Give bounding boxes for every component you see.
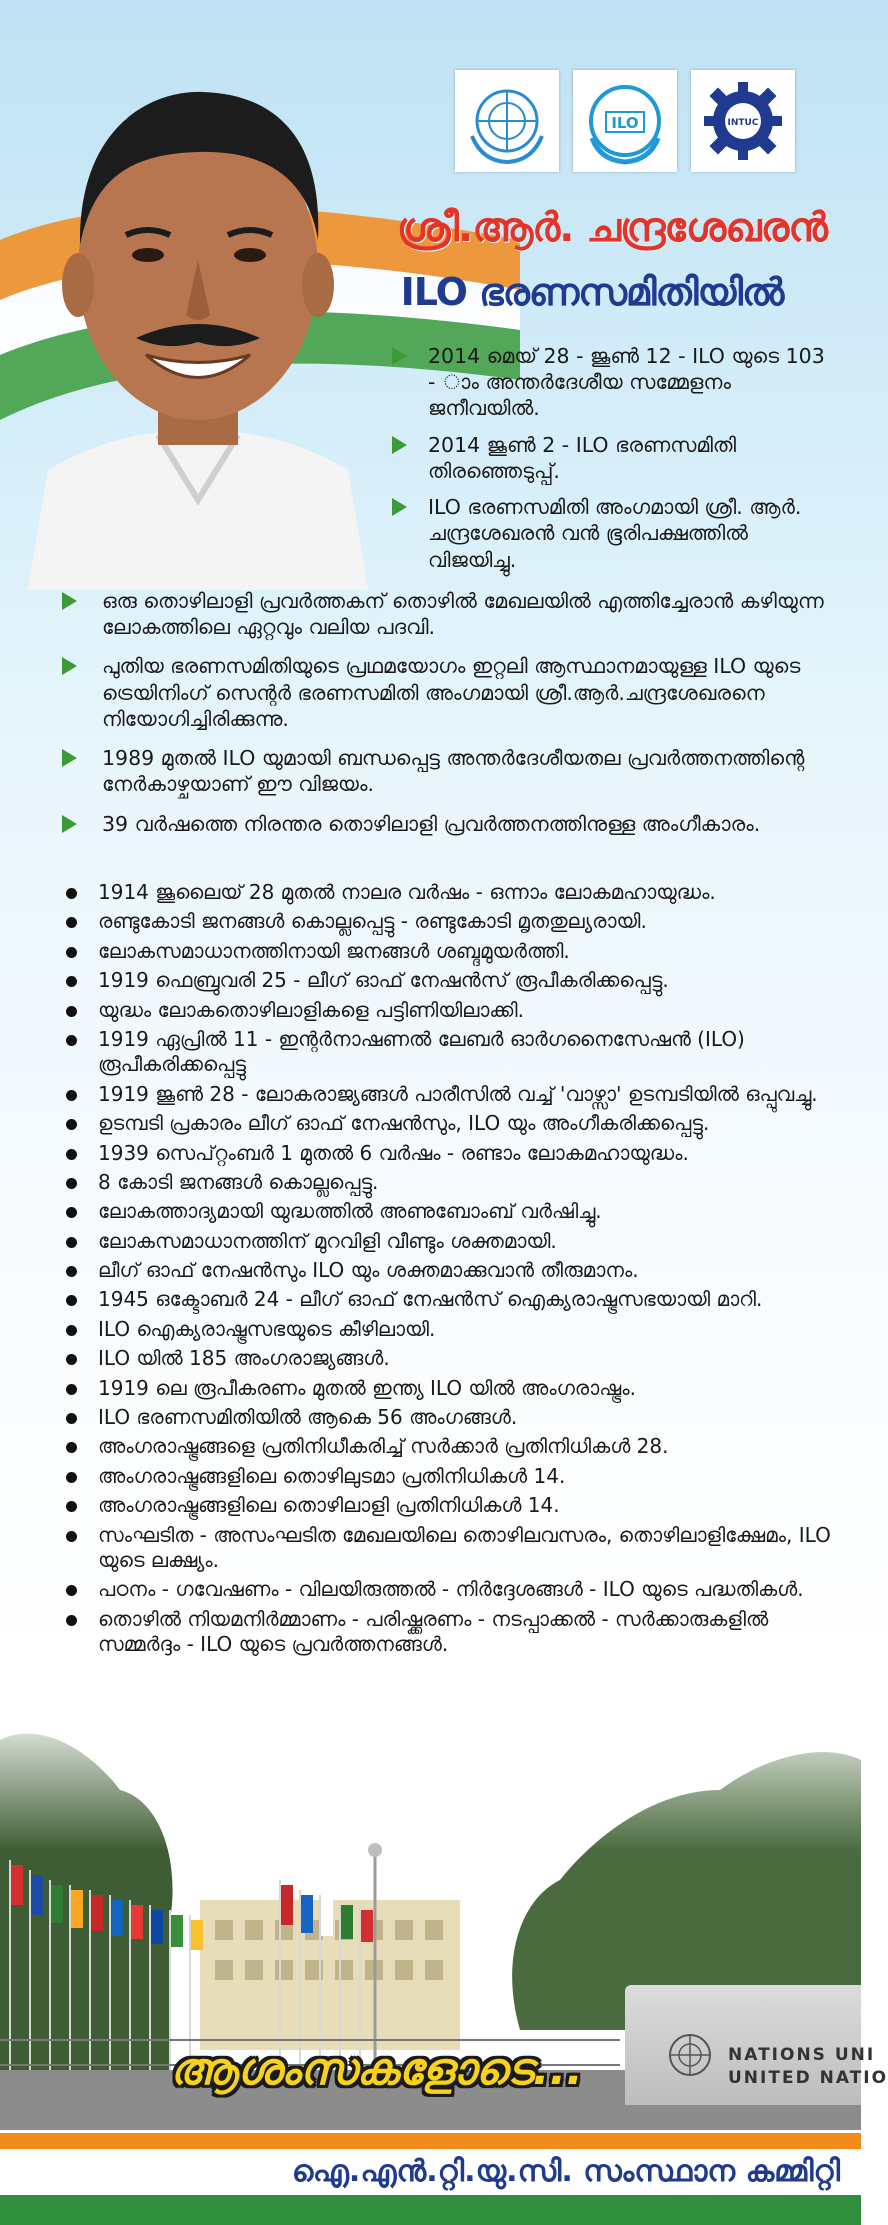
committee-name: ഐ.എൻ.റ്റി.യു.സി. സംസ്ഥാന കമ്മിറ്റി [291, 2154, 840, 2189]
dot-bullet-icon [66, 1119, 77, 1130]
triangle-bullet-icon [392, 347, 407, 365]
dot-bullet-icon [66, 1266, 77, 1277]
un-sign-french: NATIONS UNI [728, 2045, 876, 2065]
dot-bullet-icon [66, 1472, 77, 1483]
un-sign-english: UNITED NATIO [728, 2068, 888, 2088]
dot-bullet-icon [66, 1237, 77, 1248]
dot-bullet-icon [66, 1035, 77, 1046]
list-item: 1939 സെപ്റ്റംബർ 1 മുതൽ 6 വർഷം - രണ്ടാം ലോകമഹായുദ്ധം. [60, 1141, 850, 1166]
list-item: അംഗരാഷ്ട്രങ്ങളിലെ തൊഴിലാളി പ്രതിനിധികൾ 14. [60, 1493, 850, 1518]
dot-bullet-icon [66, 1149, 77, 1160]
dot-bullet-icon [66, 1384, 77, 1395]
title-ilo-board: ILO ഭരണസമിതിയിൽ [400, 270, 784, 314]
dot-bullet-icon [66, 888, 77, 899]
triangle-bullet-icon [62, 657, 77, 675]
triangle-bullet-icon [392, 436, 407, 454]
dot-bullet-icon [66, 976, 77, 987]
history-bullet-list [60, 880, 850, 1662]
ilo-logo-text: ILO [611, 114, 639, 132]
triangle-bullet-icon [392, 498, 407, 516]
list-item: 39 വർഷത്തെ നിരന്തര തൊഴിലാളി പ്രവർത്തനത്തിനുള്ള അംഗീകാരം. [62, 811, 842, 837]
list-item: രണ്ടുകോടി ജനങ്ങൾ കൊല്ലപ്പെട്ടു - രണ്ടുകോടി മൃതതുല്യരായി. [60, 909, 850, 934]
un-emblem-icon [665, 2030, 715, 2080]
list-item: 1945 ഒക്ടോബർ 24 - ലീഗ് ഓഫ് നേഷൻസ് ഐക്യരാഷ്ട്രസഭയായി മാറി. [60, 1287, 850, 1312]
dot-bullet-icon [66, 1178, 77, 1189]
list-item: പുതിയ ഭരണസമിതിയുടെ പ്രഥമയോഗം ഇറ്റലി ആസ്ഥാനമായുള്ള ILO യുടെ ട്രെയിനിംഗ് സെന്റർ ഭരണസമിതി അംഗമായി ശ്രീ.ആർ.ചന്ദ്രശേഖരനെ നിയോഗിച്ചിരിക്കുന്നു. [62, 653, 842, 732]
list-item: ലോകസമാധാനത്തിനായി ജനങ്ങൾ ശബ്ദമുയർത്തി. [60, 939, 850, 964]
dot-bullet-icon [66, 917, 77, 928]
list-item: യുദ്ധം ലോകതൊഴിലാളികളെ പട്ടിണിയിലാക്കി. [60, 998, 850, 1023]
list-item: 1919 ഏപ്രിൽ 11 - ഇന്റർനാഷണൽ ലേബർ ഓർഗനൈസേഷൻ (ILO) രൂപീകരിക്കപ്പെട്ടു [60, 1027, 850, 1078]
list-item: 1919 ഫെബ്രുവരി 25 - ലീഗ് ഓഫ് നേഷൻസ് രൂപീകരിക്കപ്പെട്ടു. [60, 968, 850, 993]
list-item: 2014 ജൂൺ 2 - ILO ഭരണസമിതി തിരഞ്ഞെടുപ്പ്. [392, 432, 832, 484]
list-item: 1919 ജൂൺ 28 - ലോകരാജ്യങ്ങൾ പാരീസിൽ വച്ച് 'വാഴ്സാ' ഉടമ്പടിയിൽ ഒപ്പുവച്ചു. [60, 1082, 850, 1107]
dot-bullet-icon [66, 1442, 77, 1453]
triangle-bullet-icon [62, 592, 77, 610]
triangle-bullet-icon [62, 815, 77, 833]
list-item: സംഘടിത - അസംഘടിത മേഖലയിലെ തൊഴിലവസരം, തൊഴിലാളിക്ഷേമം, ILO യുടെ ലക്ഷ്യം. [60, 1523, 850, 1574]
dot-bullet-icon [66, 1531, 77, 1542]
dot-bullet-icon [66, 1295, 77, 1306]
dot-bullet-icon [66, 1325, 77, 1336]
saffron-band [0, 2133, 861, 2149]
triangle-bullet-icon [62, 749, 77, 767]
intuc-logo-text: INTUC [727, 118, 759, 128]
intuc-gear-icon [691, 70, 795, 172]
list-item: 8 കോടി ജനങ്ങൾ കൊല്ലപ്പെട്ടു. [60, 1170, 850, 1195]
list-item: ഒരു തൊഴിലാളി പ്രവർത്തകന് തൊഴിൽ മേഖലയിൽ എത്തിച്ചേരാൻ കഴിയുന്ന ലോകത്തിലെ ഏറ്റവും വലിയ പദവി. [62, 588, 842, 640]
list-item: തൊഴിൽ നിയമനിർമ്മാണം - പരിഷ്ക്കരണം - നടപ്പാക്കൽ - സർക്കാരുകളിൽ സമ്മർദ്ദം - ILO യുടെ പ്രവർത്തനങ്ങൾ. [60, 1607, 850, 1658]
dot-bullet-icon [66, 1585, 77, 1596]
list-item: ILO ഭരണസമിതിയിൽ ആകെ 56 അംഗങ്ങൾ. [60, 1405, 850, 1430]
top-bullet-list [392, 343, 832, 583]
dot-bullet-icon [66, 1006, 77, 1017]
greeting-text: ആശംസകളോടെ... [170, 2044, 583, 2095]
list-item: ILO ഭരണസമിതി അംഗമായി ശ്രീ. ആർ. ചന്ദ്രശേഖരൻ വൻ ഭൂരിപക്ഷത്തിൽ വിജയിച്ചു. [392, 494, 832, 573]
green-band [0, 2195, 861, 2225]
list-item: അംഗരാഷ്ട്രങ്ങളിലെ തൊഴിലുടമാ പ്രതിനിധികൾ 14. [60, 1464, 850, 1489]
dot-bullet-icon [66, 1501, 77, 1512]
dot-bullet-icon [66, 1413, 77, 1424]
mid-bullet-list [62, 588, 842, 850]
list-item: അംഗരാഷ്ട്രങ്ങളെ പ്രതിനിധീകരിച്ച് സർക്കാർ പ്രതിനിധികൾ 28. [60, 1434, 850, 1459]
dot-bullet-icon [66, 1090, 77, 1101]
dot-bullet-icon [66, 1207, 77, 1218]
ilo-logo-icon [573, 70, 677, 172]
dot-bullet-icon [66, 947, 77, 958]
list-item: 1989 മുതൽ ILO യുമായി ബന്ധപ്പെട്ട അന്തർദേശീയതല പ്രവർത്തനത്തിന്റെ നേർകാഴ്ചയാണ് ഈ വിജയം. [62, 745, 842, 797]
list-item: 1914 ജൂലൈയ് 28 മുതൽ നാലര വർഷം - ഒന്നാം ലോകമഹായുദ്ധം. [60, 880, 850, 905]
list-item: 1919 ലെ രൂപീകരണം മുതൽ ഇന്ത്യ ILO യിൽ അംഗരാഷ്ട്രം. [60, 1376, 850, 1401]
title-name: ശ്രീ.ആർ. ചന്ദ്രശേഖരൻ [397, 205, 827, 251]
portrait-photo [18, 70, 378, 590]
dot-bullet-icon [66, 1615, 77, 1626]
list-item: ലോകത്താദ്യമായി യുദ്ധത്തിൽ അണുബോംബ് വർഷിച്ചു. [60, 1199, 850, 1224]
list-item: ILO ഐക്യരാഷ്ട്രസഭയുടെ കീഴിലായി. [60, 1317, 850, 1342]
dot-bullet-icon [66, 1354, 77, 1365]
un-emblem-icon [455, 70, 559, 172]
list-item: ILO യിൽ 185 അംഗരാജ്യങ്ങൾ. [60, 1346, 850, 1371]
list-item: ഉടമ്പടി പ്രകാരം ലീഗ് ഓഫ് നേഷൻസും, ILO യും അംഗീകരിക്കപ്പെട്ടു. [60, 1111, 850, 1136]
list-item: പഠനം - ഗവേഷണം - വിലയിരുത്തൽ - നിർദ്ദേശങ്ങൾ - ILO യുടെ പദ്ധതികൾ. [60, 1577, 850, 1602]
list-item: ലോകസമാധാനത്തിന് മുറവിളി വീണ്ടും ശക്തമായി. [60, 1229, 850, 1254]
list-item: 2014 മെയ് 28 - ജൂൺ 12 - ILO യുടെ 103 - ാം അന്തർദേശീയ സമ്മേളനം ജനീവയിൽ. [392, 343, 832, 422]
list-item: ലീഗ് ഓഫ് നേഷൻസും ILO യും ശക്തമാക്കുവാൻ തീരുമാനം. [60, 1258, 850, 1283]
